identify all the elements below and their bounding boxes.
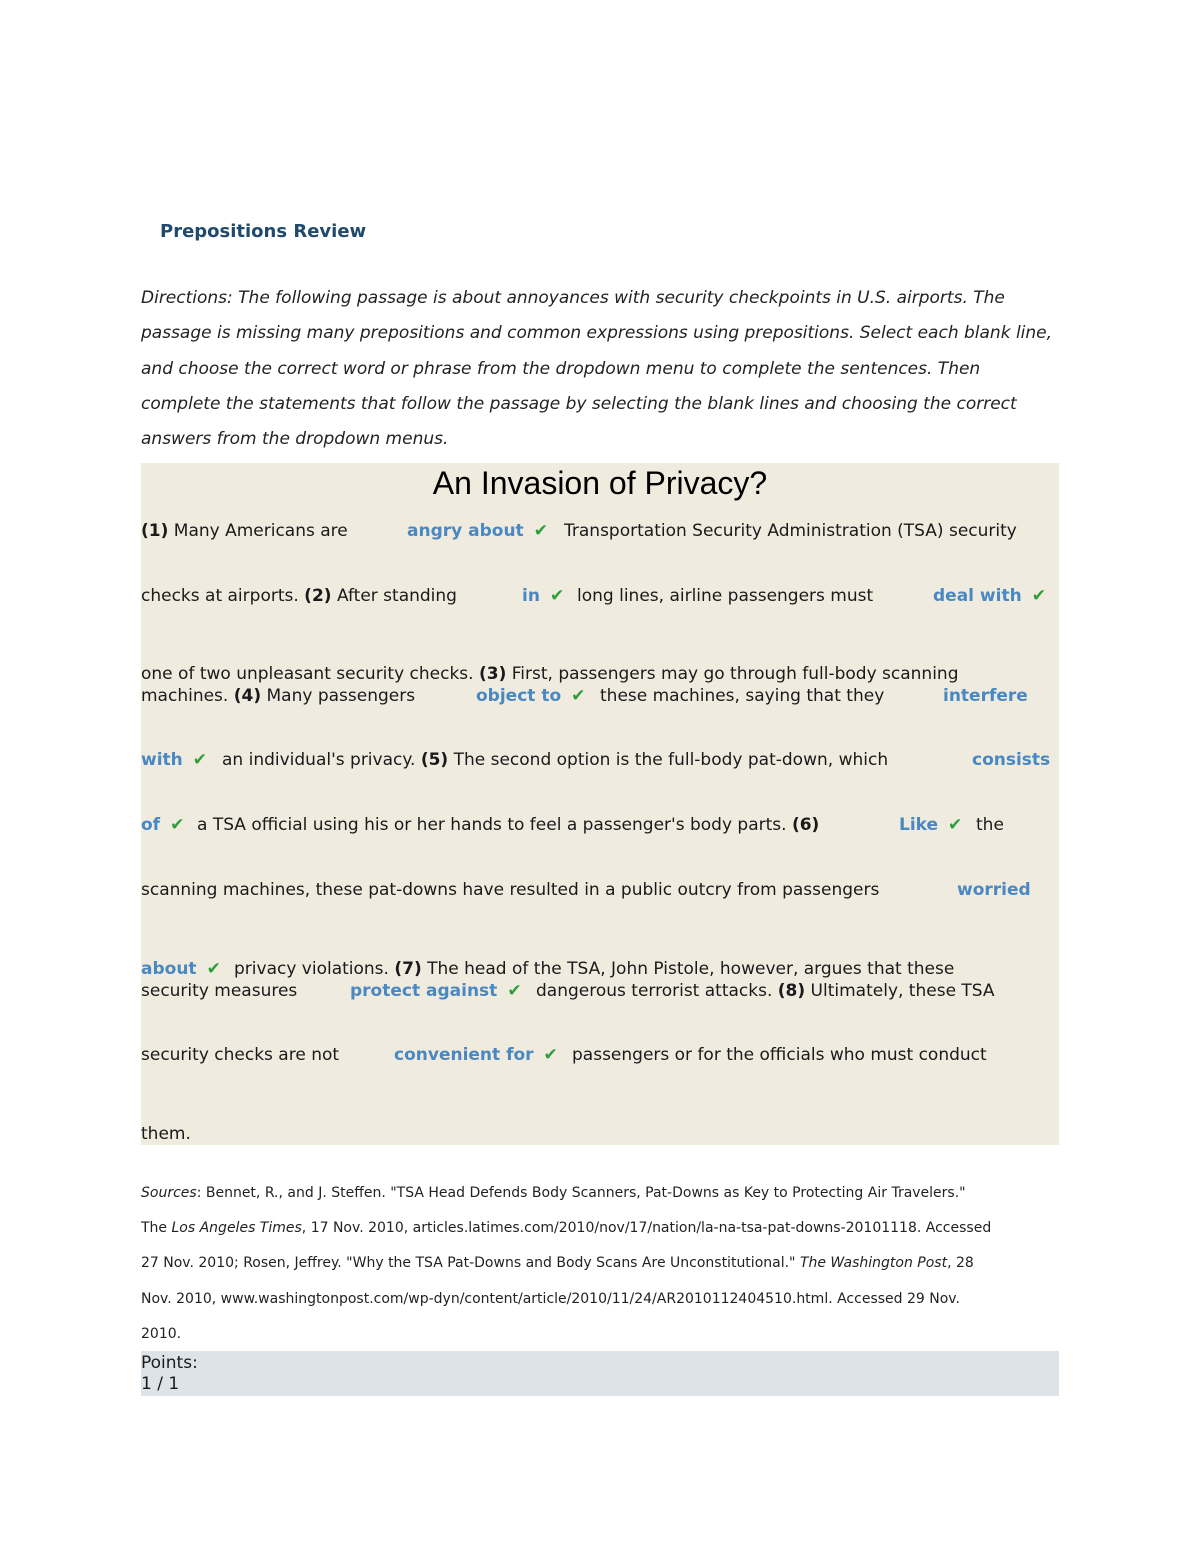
page-title: Prepositions Review bbox=[160, 221, 367, 242]
answer-dropdown-6[interactable]: consists bbox=[972, 750, 1051, 770]
points-label: Points: bbox=[141, 1353, 198, 1373]
passage-title: An Invasion of Privacy? bbox=[432, 465, 768, 501]
passage-line: them. bbox=[141, 1124, 191, 1144]
checkmark-icon: ✔ bbox=[192, 750, 208, 770]
passage-line: of ✔ a TSA official using his or her hands to feel a passenger's body parts. (6) Like ✔ the bbox=[141, 815, 1004, 835]
directions-text: Directions: The following passage is about annoyances with security checkpoints in U.S. airports. The passage is missing many prepositions and common expressions using prepositions. Select each blank line, and choose the correct word or phrase from the dropdown menu to complete the sentences. Then complete the statements that follow the passage by selecting the blank lines and choosing the correct answers from the dropdown menus. bbox=[141, 288, 1053, 450]
checkmark-icon: ✔ bbox=[549, 586, 565, 606]
answer-dropdown-5-cont[interactable]: with ✔ bbox=[141, 750, 208, 770]
points-score bbox=[141, 1353, 198, 1395]
checkmark-icon: ✔ bbox=[533, 521, 548, 541]
sources-citation: Sources: Bennet, R., and J. Steffen. "TSA Head Defends Body Scanners, Pat-Downs as Key to Protecting Air Travelers." The Los Angeles Times, 17 Nov. 2010, articles.latimes.com/2010/nov/17/nation/la-na-tsa-pat-downs-20101118. Accessed 27 Nov. 2010; Rosen, Jeffrey. "Why the TSA Pat-Downs and Body Scans Are Unconstitutional." The Washington Post, 28 Nov. 2010, www.washingtonpost.com/wp-dyn/content/article/2010/11/24/AR2010112404510.html. Accessed 29 Nov. 2010. bbox=[141, 1185, 992, 1342]
passage-line: scanning machines, these pat-downs have resulted in a public outcry from passengers worried bbox=[141, 880, 1031, 900]
answer-dropdown-8-cont[interactable]: about ✔ bbox=[141, 959, 221, 979]
checkmark-icon: ✔ bbox=[543, 1045, 558, 1065]
points-value: 1 / 1 bbox=[141, 1374, 180, 1394]
passage-line: one of two unpleasant security checks. (3) First, passengers may go through full-body scanning bbox=[141, 664, 959, 684]
answer-dropdown-7[interactable]: Like ✔ bbox=[899, 815, 963, 835]
answer-dropdown-9[interactable]: protect against ✔ bbox=[350, 981, 522, 1001]
passage-line: with ✔ an individual's privacy. (5) The second option is the full-body pat-down, which consists bbox=[141, 750, 1051, 770]
passage-line: machines. (4) Many passengers object to ✔ these machines, saying that they interfere bbox=[141, 686, 1028, 706]
answer-dropdown-8[interactable]: worried bbox=[957, 880, 1031, 900]
checkmark-icon: ✔ bbox=[1031, 586, 1046, 606]
answer-dropdown-1[interactable]: angry about ✔ bbox=[407, 521, 548, 541]
answer-dropdown-5[interactable]: interfere bbox=[943, 686, 1028, 706]
checkmark-icon: ✔ bbox=[206, 959, 221, 979]
passage-line: about ✔ privacy violations. (7) The head of the TSA, John Pistole, however, argues that these bbox=[141, 959, 955, 979]
passage-line: security measures protect against ✔ dangerous terrorist attacks. (8) Ultimately, these TSA bbox=[141, 981, 995, 1001]
checkmark-icon: ✔ bbox=[507, 981, 522, 1001]
checkmark-icon: ✔ bbox=[948, 815, 963, 835]
passage-line: security checks are not convenient for ✔ passengers or for the officials who must conduct bbox=[141, 1045, 987, 1065]
points-panel bbox=[141, 1351, 1059, 1396]
passage-line: (1) Many Americans are angry about ✔ Transportation Security Administration (TSA) security bbox=[141, 521, 1017, 541]
passage-line: checks at airports. (2) After standing in ✔ long lines, airline passengers must deal with ✔ bbox=[141, 586, 1046, 606]
checkmark-icon: ✔ bbox=[170, 815, 185, 835]
answer-dropdown-2[interactable]: in ✔ bbox=[522, 586, 565, 606]
answer-dropdown-10[interactable]: convenient for ✔ bbox=[394, 1045, 558, 1065]
answer-dropdown-3[interactable]: deal with ✔ bbox=[933, 586, 1046, 606]
checkmark-icon: ✔ bbox=[571, 686, 586, 706]
answer-dropdown-6-cont[interactable]: of ✔ bbox=[141, 815, 185, 835]
answer-dropdown-4[interactable]: object to ✔ bbox=[476, 686, 586, 706]
